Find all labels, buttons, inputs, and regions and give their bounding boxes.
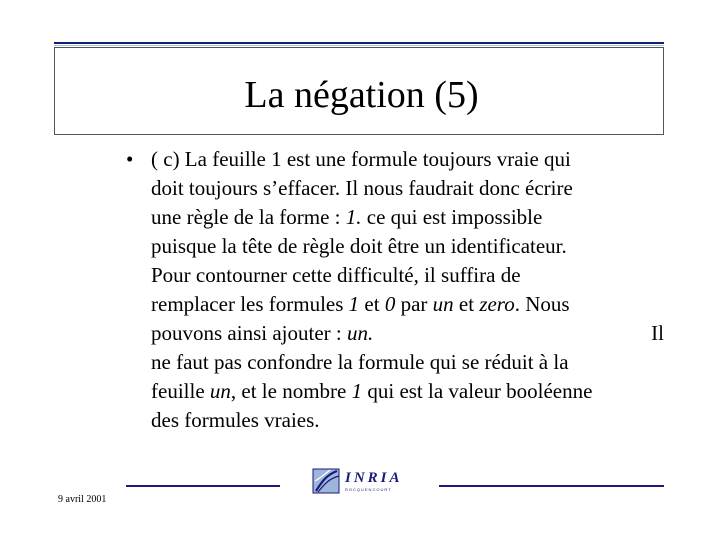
- text-segment: ce qui est impossible: [361, 205, 543, 229]
- header-rule-highlight: [54, 45, 664, 46]
- text-segment-italic: 1: [348, 292, 360, 316]
- inria-emblem-icon: [312, 467, 342, 495]
- text-segment: et: [453, 292, 480, 316]
- header-rule: [54, 42, 664, 44]
- text-segment-italic: 1.: [345, 205, 362, 229]
- text-segment: une règle de la forme :: [151, 205, 346, 229]
- logo-subtext: ROCQUENCOURT: [345, 486, 392, 492]
- text-segment-italic: un: [209, 379, 231, 403]
- text-segment: , et le nombre: [230, 379, 352, 403]
- footer-rule-right: [439, 485, 664, 487]
- text-segment: qui est la valeur booléenne: [362, 379, 593, 403]
- footer-rule-left: [126, 485, 280, 487]
- body-line-4: puisque la tête de règle doit être un identificateur.: [151, 234, 567, 258]
- text-segment-italic: un.: [346, 321, 374, 345]
- title-box: [54, 47, 664, 135]
- text-segment: remplacer les formules: [151, 292, 349, 316]
- text-segment-italic: 0: [384, 292, 396, 316]
- bullet-item: [126, 145, 664, 174]
- text-segment: pouvons ainsi ajouter :: [151, 321, 347, 345]
- body-line-3: [126, 203, 664, 232]
- footer-date: 9 avril 2001: [58, 494, 107, 505]
- logo-wordmark: [345, 471, 403, 492]
- text-segment-italic: 1: [351, 379, 363, 403]
- text-group: [151, 319, 373, 348]
- inria-logo: [312, 466, 422, 496]
- text-segment: par: [395, 292, 433, 316]
- logo-text: INRIA: [345, 469, 403, 486]
- body-line-2: doit toujours s’effacer. Il nous faudrait donc écrire: [151, 176, 573, 200]
- body-line-1: ( c) La feuille 1 est une formule toujours vraie qui: [151, 147, 571, 171]
- body-line-8: ne faut pas confondre la formule qui se réduit à la: [151, 350, 569, 374]
- body-line-5: Pour contourner cette difficulté, il suffira de: [151, 263, 521, 287]
- text-segment-italic: zero: [479, 292, 515, 316]
- body-line-9: [126, 377, 664, 406]
- body-line-10: des formules vraies.: [151, 408, 320, 432]
- body-line-6: [126, 290, 664, 319]
- body-line-7: [126, 319, 664, 348]
- text-segment: feuille: [151, 379, 210, 403]
- text-segment: . Nous: [514, 292, 570, 316]
- slide-body: [126, 145, 664, 435]
- text-segment-italic: un: [432, 292, 454, 316]
- text-segment: et: [359, 292, 385, 316]
- text-segment: Il: [651, 321, 664, 345]
- bullet-marker: •: [126, 147, 134, 171]
- slide-title: La négation (5): [244, 74, 479, 116]
